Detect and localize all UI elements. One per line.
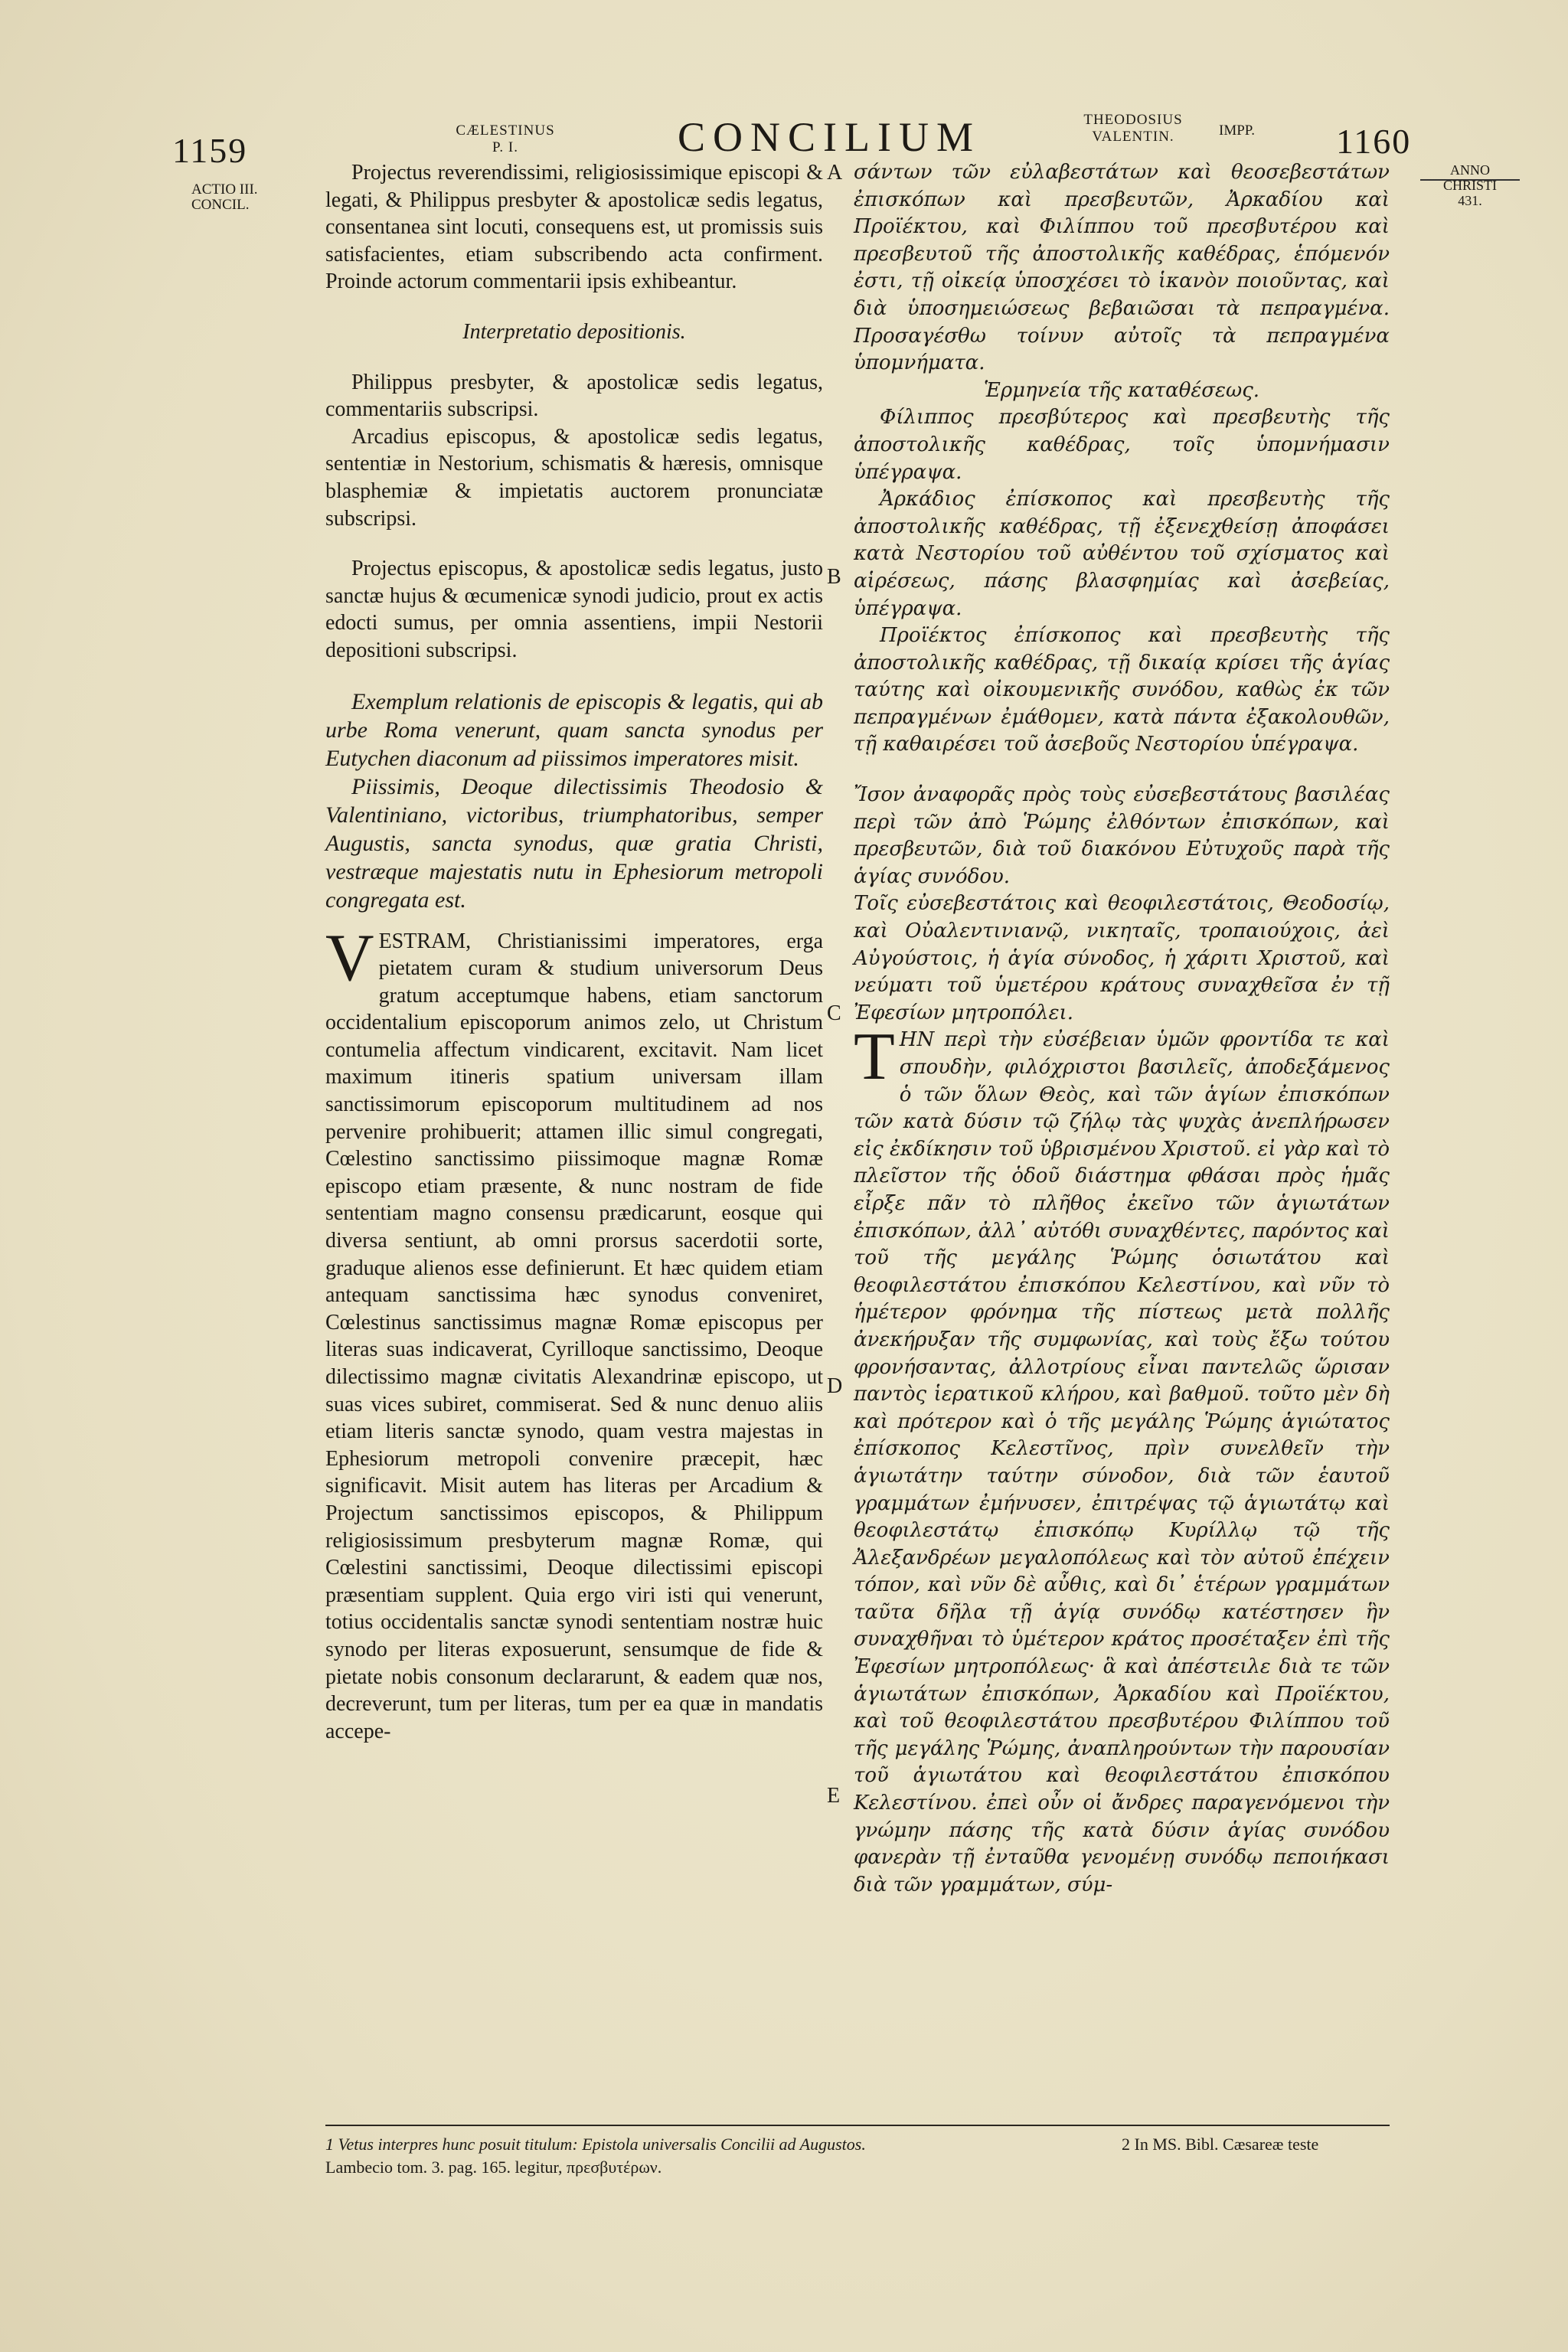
latin-heading-interpretatio: Interpretatio depositionis. (462, 319, 686, 344)
greek-paragraph-1: σάντων τῶν εὐλαβεστάτων καὶ θεοσεβεστάτων ἐπισκόπων καὶ πρεσβευτῶν, Ἀρκαδίου καὶ Προϊέκτου, καὶ Φιλίππου τοῦ πρεσβυτέρου καὶ πρεσβευτοῦ τῆς ἀποστολικῆς καθέδρας, ἑπόμενόν ἐστι, τῇ οἰκείᾳ ὑποσχέσει τὸ ἱκανὸν ποιοῦντας, καὶ διὰ ὑποσημειώσεως βεβαιῶσαι τὰ πεπραγμένα. Προσαγέσθω τοίνυν αὐτοῖς τὰ πεπραγμένα ὑπομνήματα. (854, 161, 1390, 375)
latin-salutation: Piissimis, Deoque dilectissimis Theodosio & Valentiniano, victoribus, triumphatoribus, semper Augustis, sancta synodus, quæ gratia Christi, vestræque majestatis nutu in Ephesiorum metropoli congregata est. (325, 773, 823, 913)
latin-body-text: ESTRAM, Christianissimi imperatores, erga pietatem curam & studium universorum Deus gratum acceptumque habens, etiam sanctorum occidentalium episcoporum animos zelo, ut Christum contumelia affectum vindicarent, excitavit. Nam licet maximum itineris spatium universam illam sanctissimorum episcoporum multitudinem ad nos pervenire prohibuerit; attamen illic simul congregati, Cœlestino sanctissimo piissimoque magnæ Romæ episcopo etiam præsente, & nunc nostram de fide sententiam magno consensu prædicarunt, eosque qui diversa sentiunt, ab omni prorsus sacerdotii sorte, graduque alienos esse definierunt. Et hæc quidem etiam antequam sanctissima hæc synodus conveniret, Cœlestinus sanctissimus magnæ Romæ episcopus per literas suas indicaverat, Cyrilloque sanctissimo, Deoque dilectissimo magnæ civitatis Alexandrinæ episcopo, ut suas vices subiret, commiserat. Sed & nunc denuo aliis etiam literis sanctæ synodo, quam vestra majestas in Ephesiorum metropoli convenire præcepit, hæc significavit. Misit autem has literas per Arcadium & Projectum sanctissimos episcopos, & Philippum religiosissimum presbyterum magnæ Romæ, qui Cœlestini sanctissimi, Deoque dilectissimi episcopi præsentiam supplent. Quia ergo viri isti qui venerunt, totius occidentalis sanctæ synodi sententiam nostræ huic synodo per literas exposuerunt, sensumque de fide & pietate nobis consonum declararunt, & eadem quæ nos, decreverunt, tum per literas, tum per ea quæ in mandatis accepe- (325, 929, 823, 1743)
page-header (0, 100, 1568, 168)
latin-body (325, 920, 823, 1746)
latin-paragraph-2: Philippus presbyter, & apostolicæ sedis legatus, commentariis subscripsi. (325, 370, 823, 422)
right-margin-note (1420, 162, 1520, 208)
section-letter-d: D (827, 1374, 843, 1398)
footnote-2: 2 In MS. Bibl. Cæsareæ teste (1122, 2135, 1319, 2154)
greek-salutation: Τοῖς εὐσεβεστάτοις καὶ θεοφιλεστάτοις, Θεοδοσίῳ, καὶ Οὐαλεντινιανῷ, νικηταῖς, τροπαιούχοις, ἀεὶ Αὐγούστοις, ἡ ἁγία σύνοδος, ἡ χάριτι Χριστοῦ, καὶ νεύματι τοῦ ὑμετέρου κράτους συναχθεῖσα ἐν τῇ Ἐφεσίων μητροπόλει. (854, 892, 1390, 1024)
left-caption-line-2: P. I. (492, 139, 519, 155)
margin-rule (1420, 179, 1520, 181)
greek-paragraph-4: Προϊέκτος ἐπίσκοπος καὶ πρεσβευτὴς τῆς ἀποστολικῆς καθέδρας, τῇ δικαίᾳ κρίσει τῆς ἁγίας ταύτης καὶ οἰκουμενικῆς συνόδου, καθὼς ἐκ τῶν πεπραγμένων ἐμάθομεν, κατὰ πάντα ἐξακολουθῶν, τῇ καθαιρέσει τοῦ ἀσεβοῦς Νεστορίου ὑπέγραψα. (854, 624, 1390, 756)
right-caption-suffix: IMPP. (1219, 122, 1255, 139)
latin-paragraph-3: Arcadius episcopus, & apostolicæ sedis legatus, sententiæ in Nestorium, schismatis & hæresis, omnisque blasphemiæ & impietatis auctorem pronunciatæ subscripsi. (325, 424, 823, 531)
greek-body (854, 1020, 1390, 1899)
greek-heading-ison: Ἴσον ἀναφορᾶς πρὸς τοὺς εὐσεβεστάτους βασιλέας περὶ τῶν ἀπὸ Ῥώμης ἐλθόντων ἐπισκόπων, καὶ πρεσβευτῶν, διὰ τοῦ διακόνου Εὐτυχοῦς παρὰ τῆς ἁγίας συνόδου. (854, 783, 1390, 888)
footnote-1-line-1: 1 Vetus interpres hunc posuit titulum: Epistola universalis Concilii ad Augustos. (325, 2135, 866, 2154)
right-page-number: 1160 (1336, 122, 1412, 161)
left-running-caption (429, 122, 582, 156)
latin-paragraph-4: Projectus episcopus, & apostolicæ sedis legatus, justo sanctæ hujus & œcumenicæ synodi judicio, prout ex actis edocti sumus, per omnia assentiens, impii Nestorii depositioni subscripsi. (325, 557, 823, 662)
margin-actio: ACTIO III. (191, 181, 258, 198)
section-letter-e: E (827, 1784, 841, 1808)
latin-column (325, 159, 823, 1745)
left-page-number: 1159 (172, 131, 248, 170)
margin-year: 431. (1458, 193, 1482, 208)
margin-anno: ANNO (1450, 162, 1490, 178)
greek-dropcap: Τ (854, 1020, 895, 1095)
greek-paragraph-3: Ἀρκάδιος ἐπίσκοπος καὶ πρεσβευτὴς τῆς ἀποστολικῆς καθέδρας, τῇ ἐξενεχθείσῃ ἀποφάσει κατὰ Νεστορίου τοῦ αὐθέντου τοῦ σχίσματος καὶ αἱρέσεως, πάσης βλασφημίας καὶ ἀσεβείας, ὑπέγραψα. (854, 488, 1390, 620)
section-letter-b: B (827, 565, 841, 589)
right-caption-line-1: THEODOSIUS (1083, 112, 1183, 128)
left-caption-line-1: CÆLESTINUS (456, 122, 555, 139)
latin-paragraph-1: Projectus reverendissimi, religiosissimique episcopi & legati, & Philippus presbyter & apostolicæ sedis legatus, consentanea sint locuti, consequens est, ut promissis suis satisfacientes, etiam subscribendo acta confirment. Proinde actorum commentarii ipsis exhibeantur. (325, 161, 823, 294)
latin-heading-exemplum: Exemplum relationis de episcopis & legatis, qui ab urbe Roma venerunt, quam sancta synodus per Eutychen diaconum ad piissimos imperatores misit. (325, 688, 823, 771)
margin-christi: CHRISTI (1442, 178, 1497, 193)
greek-paragraph-2: Φίλιππος πρεσβύτερος καὶ πρεσβευτὴς τῆς ἀποστολικῆς καθέδρας, τοῖς ὑπομνήμασιν ὑπέγραψα. (854, 406, 1390, 484)
greek-column (854, 159, 1390, 1899)
left-margin-note (191, 182, 276, 213)
greek-body-text: ΗΝ περὶ τὴν εὐσέβειαν ὑμῶν φροντίδα τε καὶ σπουδὴν, φιλόχριστοι βασιλεῖς, ἀποδεξάμενος ὁ τῶν ὅλων Θεὸς, καὶ τῶν ἁγίων ἐπισκόπων τῶν κατὰ δύσιν τῷ ζήλῳ τὰς ψυχὰς ἀνεπλήρωσεν εἰς ἐκδίκησιν τοῦ ὑβρισμένου Χριστοῦ. εἰ γὰρ καὶ τὸ πλεῖστον τῆς ὁδοῦ διάστημα φθάσαι πρὸς ἡμᾶς εἶρξε πᾶν τὸ πλῆθος ἐκεῖνο τῶν ἁγιωτάτων ἐπισκόπων, ἀλλ᾽ αὐτόθι συναχθέντες, παρόντος καὶ τοῦ τῆς μεγάλης Ῥώμης ὁσιωτάτου καὶ θεοφιλεστάτου ἐπισκόπου Κελεστίνου, καὶ νῦν τὸ ἡμέτερον φρόνημα τῆς πίστεως μετὰ πολλῆς ἀνεκήρυξαν τῆς συμφωνίας, καὶ τοὺς ἔξω τούτου φρονήσαντας, ἀλλοτρίους εἶναι παντελῶς ὥρισαν παντὸς ἱερατικοῦ κλήρου, καὶ βαθμοῦ. τοῦτο μὲν δὴ καὶ πρότερον καὶ ὁ τῆς μεγάλης Ῥώμης ἁγιώτατος ἐπίσκοπος Κελεστῖνος, πρὶν συνελθεῖν τὴν ἁγιωτάτην ταύτην σύνοδον, διὰ τῶν ἑαυτοῦ γραμμάτων ἐμήνυσεν, ἐπιτρέψας τῷ ἁγιωτάτῳ καὶ θεοφιλεστάτῳ ἐπισκόπῳ Κυρίλλῳ τῷ τῆς Ἀλεξανδρέων μεγαλοπόλεως καὶ τὸν αὐτοῦ ἐπέχειν τόπον, καὶ νῦν δὲ αὖθις, καὶ δι᾽ ἑτέρων γραμμάτων ταῦτα δῆλα τῇ ἁγίᾳ συνόδῳ κατέστησεν ἣν συναχθῆναι τὸ ὑμέτερον κράτος προσέταξεν ἐπὶ τῆς Ἐφεσίων μητροπόλεως· ἃ καὶ ἀπέστειλε διὰ τε τῶν ἁγιωτάτων ἐπισκόπων, Ἀρκαδίου καὶ Προϊέκτου, καὶ τοῦ θεοφιλεστάτου πρεσβυτέρου Φιλίππου τοῦ τῆς μεγάλης Ῥώμης, ἀναπληρούντων τὴν παρουσίαν τοῦ ἁγιωτάτου καὶ θεοφιλεστάτου ἐπισκόπου Κελεστίνου. ἐπεὶ οὖν οἱ ἄνδρες παραγενόμενοι τὴν γνώμην πάσης τῆς κατὰ δύσιν ἁγίας συνόδου φανερὰν τῇ ἐνταῦθα γενομένῃ συνόδῳ πεποιήκασι διὰ τῶν γραμμάτων, σύμ- (854, 1028, 1390, 1896)
section-letter-c: C (827, 1001, 841, 1025)
footnotes (325, 2125, 1390, 2180)
right-caption-line-2: VALENTIN. (1092, 129, 1174, 145)
greek-heading-hermeneia: Ἑρμηνεία τῆς καταθέσεως. (983, 378, 1260, 402)
margin-concil: CONCIL. (191, 197, 250, 213)
footnote-1-line-2: Lambecio tom. 3. pag. 165. legitur, πρεσβυτέρων. (325, 2158, 662, 2177)
running-title: CONCILIUM (678, 114, 981, 160)
latin-dropcap: V (325, 920, 374, 995)
right-running-caption (1057, 112, 1210, 145)
section-letter-a: A (827, 161, 843, 185)
